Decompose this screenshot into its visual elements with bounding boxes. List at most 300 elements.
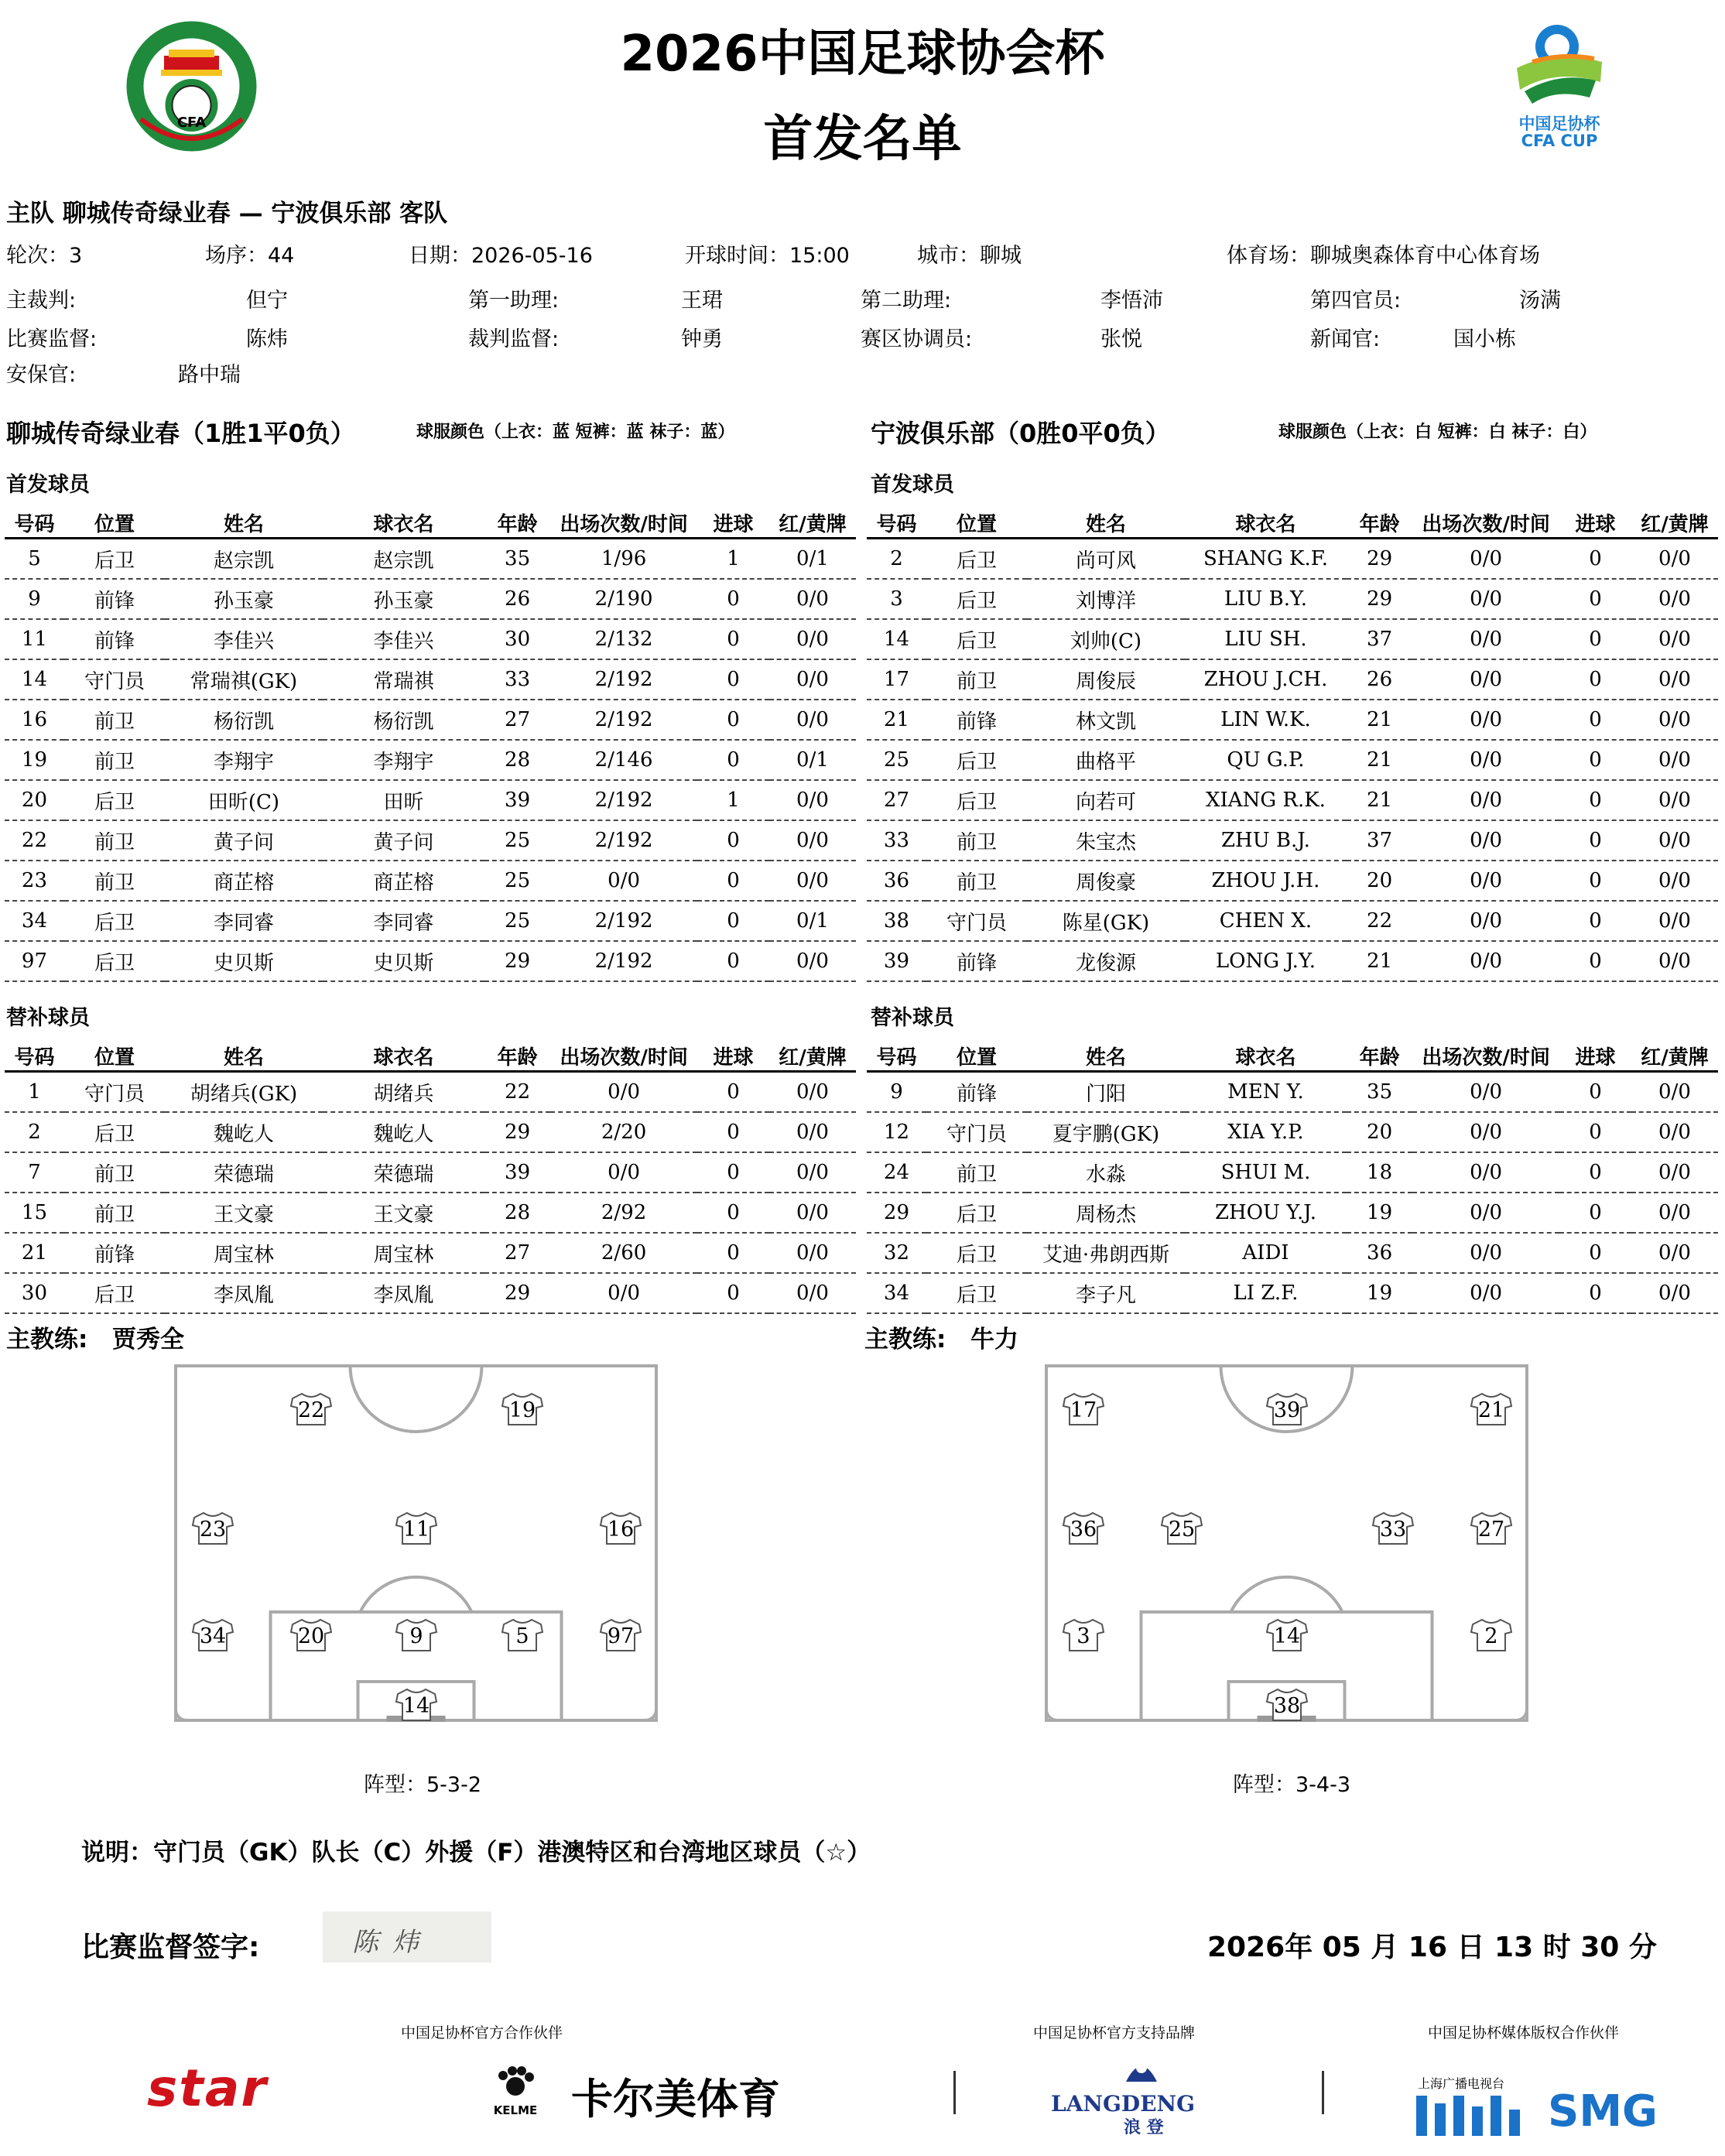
cell-age: 26 — [484, 579, 550, 619]
cell-name: 刘博洋 — [1027, 579, 1185, 619]
cell-position: 前锋 — [64, 579, 165, 619]
page-subtitle: 首发名单 — [763, 111, 962, 168]
partner-label-media: 中国足协杯媒体版权合作伙伴 — [1428, 2024, 1620, 2041]
jersey-number: 14 — [402, 1694, 430, 1718]
cell-number: 30 — [5, 1273, 64, 1313]
cell-cards: 0/0 — [1631, 780, 1718, 820]
home-coach-label: 主教练: — [6, 1326, 88, 1353]
legend-note: 说明：守门员（GK）队长（C）外援（F）港澳特区和台湾地区球员（☆） — [81, 1839, 871, 1867]
cell-number: 19 — [5, 740, 64, 780]
cell-number: 9 — [5, 579, 64, 619]
page-title: 2026中国足球协会杯 — [620, 26, 1105, 83]
cell-goals: 0 — [697, 1233, 769, 1273]
jersey-icon — [1373, 1513, 1413, 1544]
cell-cards: 0/0 — [769, 780, 856, 820]
cell-cards: 0/0 — [769, 1273, 856, 1313]
jersey-icon — [1471, 1620, 1511, 1651]
jersey-icon — [1063, 1620, 1104, 1651]
cell-cards: 0/0 — [1631, 1072, 1718, 1113]
langdeng-logo: LANGDENG — [1051, 2091, 1196, 2117]
cell-shirt-name: ZHOU J.CH. — [1185, 659, 1347, 700]
partner-label-official: 中国足协杯官方合作伙伴 — [401, 2024, 563, 2041]
away-starter-row — [867, 941, 1718, 981]
cell-name: 商芷榕 — [165, 861, 323, 901]
stadium: 体育场：聊城奥森体育中心体育场 — [1227, 244, 1540, 268]
cell-age: 27 — [484, 1233, 550, 1273]
cell-number: 32 — [867, 1233, 926, 1273]
home-starter-row — [5, 861, 856, 901]
cell-number: 16 — [5, 700, 64, 740]
cell-name: 魏屹人 — [165, 1112, 323, 1152]
col-header-name: 姓名 — [165, 508, 323, 539]
jersey-icon — [502, 1394, 542, 1425]
jersey-icon — [396, 1689, 436, 1720]
cell-cards: 0/0 — [769, 941, 856, 981]
cell-goals: 0 — [1559, 901, 1631, 941]
smg-logo — [1416, 2086, 1695, 2137]
cell-cards: 0/0 — [1631, 820, 1718, 861]
jersey-number: 9 — [409, 1624, 423, 1648]
jersey-number: 20 — [297, 1624, 325, 1648]
jersey-icon — [193, 1620, 233, 1651]
cell-cards: 0/0 — [1631, 1152, 1718, 1193]
cell-name: 杨衍凯 — [165, 700, 323, 740]
kickoff-time: 开球时间：15:00 — [685, 244, 850, 268]
away-coach-label: 主教练: — [864, 1326, 946, 1353]
divider-2 — [1322, 2071, 1324, 2114]
cell-goals: 0 — [1559, 700, 1631, 740]
cell-appearances: 2/92 — [550, 1193, 697, 1233]
cell-age: 27 — [484, 700, 550, 740]
referee-assessor: 钟勇 — [681, 327, 723, 351]
col-header-shirt-name: 球衣名 — [323, 1042, 484, 1072]
security-officer: 路中瑞 — [178, 363, 241, 387]
col-header-shirt-name: 球衣名 — [1185, 1042, 1347, 1072]
cell-name: 李佳兴 — [165, 619, 323, 659]
ar1-label: 第一助理: — [468, 289, 560, 313]
home-subs-label: 替补球员 — [6, 1006, 90, 1030]
cell-cards: 0/0 — [769, 1233, 856, 1273]
press-officer: 国小栋 — [1453, 327, 1516, 351]
cell-number: 24 — [867, 1152, 926, 1193]
home-pitch-svg — [174, 1364, 658, 1722]
smg-wordmark: SMG — [1548, 2086, 1658, 2137]
home-formation-pitch — [174, 1364, 658, 1722]
cell-age: 21 — [1347, 740, 1412, 780]
cell-name: 曲格平 — [1027, 740, 1185, 780]
cell-number: 1 — [5, 1072, 64, 1113]
cell-goals: 0 — [697, 659, 769, 700]
cell-name: 胡绪兵(GK) — [165, 1072, 323, 1113]
cell-age: 39 — [484, 1152, 550, 1193]
cell-name: 林文凯 — [1027, 700, 1185, 740]
cell-age: 37 — [1347, 820, 1412, 861]
away-starter-row — [867, 579, 1718, 619]
home-starters-label: 首发球员 — [6, 473, 90, 497]
cell-cards: 0/0 — [1631, 1193, 1718, 1233]
cell-position: 后卫 — [926, 1233, 1027, 1273]
away-sub-row — [867, 1273, 1718, 1313]
cell-appearances: 1/96 — [550, 539, 697, 580]
cell-cards: 0/0 — [769, 1152, 856, 1193]
cell-shirt-name: 李凤胤 — [323, 1273, 484, 1313]
cell-goals: 0 — [697, 619, 769, 659]
cell-number: 34 — [867, 1273, 926, 1313]
cell-appearances: 0/0 — [1412, 941, 1559, 981]
jersey-icon — [1267, 1394, 1307, 1425]
cell-age: 29 — [1347, 579, 1412, 619]
cell-cards: 0/0 — [769, 1072, 856, 1113]
jersey-number: 33 — [1379, 1518, 1407, 1542]
jersey-icon — [1162, 1513, 1202, 1544]
cell-name: 周俊辰 — [1027, 659, 1185, 700]
cell-position: 前卫 — [64, 820, 165, 861]
cell-shirt-name: XIANG R.K. — [1185, 780, 1347, 820]
home-starter-row — [5, 901, 856, 941]
match-date: 日期：2026-05-16 — [409, 244, 593, 268]
cell-cards: 0/0 — [1631, 1233, 1718, 1273]
jersey-icon — [502, 1620, 542, 1651]
cell-number: 34 — [5, 901, 64, 941]
jersey-number: 22 — [297, 1398, 325, 1422]
cell-number: 22 — [5, 820, 64, 861]
jersey-number: 21 — [1477, 1398, 1505, 1422]
cell-name: 水淼 — [1027, 1152, 1185, 1193]
away-kit-colors: 球服颜色（上衣：白 短裤：白 袜子：白） — [1278, 423, 1597, 442]
jersey-number: 97 — [607, 1624, 635, 1648]
cell-cards: 0/0 — [1631, 1273, 1718, 1313]
col-header-shirt-name: 球衣名 — [323, 508, 484, 539]
cell-position: 后卫 — [64, 539, 165, 580]
cell-number: 29 — [867, 1193, 926, 1233]
match-number: 场序：44 — [205, 244, 295, 268]
cell-appearances: 0/0 — [1412, 619, 1559, 659]
cell-cards: 0/0 — [769, 820, 856, 861]
col-header-age: 年龄 — [1347, 1042, 1412, 1072]
cell-shirt-name: LIN W.K. — [1185, 700, 1347, 740]
cell-age: 22 — [484, 1072, 550, 1113]
jersey-icon — [1267, 1689, 1307, 1720]
divider-1 — [953, 2071, 956, 2114]
away-team-name: 宁波俱乐部（0胜0平0负） — [871, 419, 1170, 448]
home-starter-row — [5, 579, 856, 619]
away-starter-row — [867, 820, 1718, 861]
cell-appearances: 0/0 — [1412, 659, 1559, 700]
jersey-number: 23 — [199, 1518, 227, 1542]
home-coach: 贾秀全 — [112, 1326, 184, 1353]
cell-age: 26 — [1347, 659, 1412, 700]
away-subs-label: 替补球员 — [871, 1006, 954, 1030]
cell-goals: 0 — [697, 941, 769, 981]
cell-name: 朱宝杰 — [1027, 820, 1185, 861]
cell-cards: 0/0 — [769, 1193, 856, 1233]
cell-number: 97 — [5, 941, 64, 981]
cell-cards: 0/0 — [769, 579, 856, 619]
cell-shirt-name: CHEN X. — [1185, 901, 1347, 941]
cell-number: 17 — [867, 659, 926, 700]
jersey-number: 19 — [508, 1398, 536, 1422]
cell-shirt-name: 李同睿 — [323, 901, 484, 941]
cell-number: 2 — [867, 539, 926, 580]
cell-name: 尚可风 — [1027, 539, 1185, 580]
cell-cards: 0/0 — [1631, 700, 1718, 740]
cell-position: 后卫 — [926, 619, 1027, 659]
jersey-icon — [1471, 1394, 1511, 1425]
cell-goals: 0 — [1559, 941, 1631, 981]
jersey-number: 3 — [1076, 1624, 1090, 1648]
cell-goals: 0 — [1559, 1193, 1631, 1233]
home-sub-row — [5, 1273, 856, 1313]
cell-number: 33 — [867, 820, 926, 861]
col-header-goals: 进球 — [697, 508, 769, 539]
col-header-name: 姓名 — [1027, 1042, 1185, 1072]
cell-shirt-name: ZHU B.J. — [1185, 820, 1347, 861]
cell-appearances: 2/192 — [550, 780, 697, 820]
home-sub-row — [5, 1152, 856, 1193]
cell-name: 王文豪 — [165, 1193, 323, 1233]
cell-position: 后卫 — [926, 1273, 1027, 1313]
cell-cards: 0/0 — [1631, 619, 1718, 659]
cell-position: 前锋 — [926, 941, 1027, 981]
cell-position: 守门员 — [64, 1072, 165, 1113]
cell-appearances: 2/192 — [550, 820, 697, 861]
cell-shirt-name: LI Z.F. — [1185, 1273, 1347, 1313]
cell-number: 14 — [5, 659, 64, 700]
cell-position: 后卫 — [926, 740, 1027, 780]
cell-position: 前卫 — [64, 861, 165, 901]
away-formation: 阵型：3-4-3 — [1233, 1773, 1351, 1797]
cell-appearances: 2/192 — [550, 700, 697, 740]
away-starter-row — [867, 659, 1718, 700]
col-header-cards: 红/黄牌 — [1631, 1042, 1718, 1072]
cell-number: 3 — [867, 579, 926, 619]
col-header-appearances: 出场次数/时间 — [550, 1042, 697, 1072]
cell-shirt-name: 黄子问 — [323, 820, 484, 861]
cell-cards: 0/0 — [769, 659, 856, 700]
jersey-icon — [1063, 1394, 1104, 1425]
cell-shirt-name: ZHOU Y.J. — [1185, 1193, 1347, 1233]
home-starter-row — [5, 941, 856, 981]
cell-name: 周杨杰 — [1027, 1193, 1185, 1233]
jersey-number: 25 — [1168, 1518, 1196, 1542]
cell-position: 守门员 — [926, 1112, 1027, 1152]
signature: 陈炜 — [352, 1927, 433, 1958]
cell-goals: 0 — [697, 700, 769, 740]
cell-goals: 0 — [1559, 1112, 1631, 1152]
col-header-name: 姓名 — [1027, 508, 1185, 539]
cell-goals: 0 — [1559, 1273, 1631, 1313]
cell-goals: 1 — [697, 539, 769, 580]
cell-age: 21 — [1347, 941, 1412, 981]
cell-name: 田昕(C) — [165, 780, 323, 820]
col-header-cards: 红/黄牌 — [769, 1042, 856, 1072]
cell-number: 20 — [5, 780, 64, 820]
jersey-number: 5 — [515, 1624, 529, 1648]
cell-name: 周俊豪 — [1027, 861, 1185, 901]
col-header-age: 年龄 — [484, 508, 550, 539]
cell-goals: 0 — [697, 1273, 769, 1313]
cell-shirt-name: 胡绪兵 — [323, 1072, 484, 1113]
cell-name: 李同睿 — [165, 901, 323, 941]
col-header-appearances: 出场次数/时间 — [1412, 508, 1559, 539]
cell-goals: 0 — [1559, 579, 1631, 619]
away-starter-row — [867, 740, 1718, 780]
cell-cards: 0/0 — [769, 700, 856, 740]
cell-number: 12 — [867, 1112, 926, 1152]
jersey-number: 27 — [1477, 1518, 1505, 1542]
jersey-icon — [1471, 1513, 1511, 1544]
cell-appearances: 0/0 — [550, 1273, 697, 1313]
cell-name: 门阳 — [1027, 1072, 1185, 1113]
cfa-badge-text: CFA — [176, 115, 207, 131]
cell-appearances: 2/190 — [550, 579, 697, 619]
cell-age: 20 — [1347, 1112, 1412, 1152]
cell-goals: 0 — [1559, 619, 1631, 659]
away-starter-row — [867, 539, 1718, 580]
cell-age: 25 — [484, 861, 550, 901]
cell-position: 前锋 — [926, 1072, 1027, 1113]
cell-name: 荣德瑞 — [165, 1152, 323, 1193]
home-starter-row — [5, 539, 856, 580]
cell-cards: 0/0 — [1631, 1112, 1718, 1152]
cell-age: 35 — [484, 539, 550, 580]
cell-cards: 0/0 — [1631, 941, 1718, 981]
cell-shirt-name: 王文豪 — [323, 1193, 484, 1233]
cell-age: 30 — [484, 619, 550, 659]
cell-appearances: 0/0 — [1412, 1193, 1559, 1233]
cell-shirt-name: 商芷榕 — [323, 861, 484, 901]
cell-goals: 0 — [1559, 1233, 1631, 1273]
kelme-logo — [492, 2065, 539, 2116]
jersey-icon — [291, 1620, 331, 1651]
cell-cards: 0/1 — [769, 901, 856, 941]
cell-shirt-name: 周宝林 — [323, 1233, 484, 1273]
cell-appearances: 0/0 — [1412, 700, 1559, 740]
cell-name: 孙玉豪 — [165, 579, 323, 619]
cell-goals: 0 — [697, 1193, 769, 1233]
ar2-label: 第二助理: — [861, 289, 952, 313]
cell-appearances: 0/0 — [1412, 1112, 1559, 1152]
cfa-cup-name-en: CFA CUP — [1521, 132, 1598, 150]
cell-shirt-name: 赵宗凯 — [323, 539, 484, 580]
jersey-icon — [396, 1620, 436, 1651]
cell-goals: 0 — [697, 579, 769, 619]
jersey-icon — [396, 1513, 436, 1544]
home-sub-row — [5, 1112, 856, 1152]
cell-number: 36 — [867, 861, 926, 901]
security-officer-label: 安保官: — [6, 363, 77, 387]
cell-position: 后卫 — [926, 780, 1027, 820]
away-starter-row — [867, 619, 1718, 659]
press-officer-label: 新闻官: — [1310, 327, 1381, 351]
cell-cards: 0/0 — [769, 1112, 856, 1152]
cell-position: 后卫 — [64, 1112, 165, 1152]
jersey-number: 36 — [1070, 1518, 1097, 1542]
col-header-shirt-name: 球衣名 — [1185, 508, 1347, 539]
home-starters-table — [5, 508, 856, 982]
cell-age: 35 — [1347, 1072, 1412, 1113]
cell-position: 前卫 — [926, 659, 1027, 700]
cell-goals: 0 — [1559, 861, 1631, 901]
jersey-icon — [193, 1513, 233, 1544]
cell-shirt-name: 李佳兴 — [323, 619, 484, 659]
cell-cards: 0/0 — [1631, 539, 1718, 580]
cell-appearances: 0/0 — [550, 1072, 697, 1113]
cell-name: 李翔宇 — [165, 740, 323, 780]
jersey-icon — [601, 1620, 641, 1651]
col-header-number: 号码 — [867, 508, 926, 539]
cell-position: 后卫 — [926, 579, 1027, 619]
col-header-number: 号码 — [5, 1042, 64, 1072]
cell-appearances: 2/132 — [550, 619, 697, 659]
cell-position: 后卫 — [926, 1193, 1027, 1233]
cell-age: 20 — [1347, 861, 1412, 901]
jersey-number: 38 — [1273, 1694, 1301, 1718]
fourth-official-label: 第四官员: — [1310, 289, 1402, 313]
cell-appearances: 0/0 — [1412, 579, 1559, 619]
cell-number: 21 — [5, 1233, 64, 1273]
col-header-position: 位置 — [64, 508, 165, 539]
cell-age: 25 — [484, 820, 550, 861]
cell-position: 后卫 — [64, 901, 165, 941]
jersey-number: 16 — [607, 1518, 635, 1542]
cell-position: 后卫 — [64, 941, 165, 981]
cell-appearances: 0/0 — [1412, 780, 1559, 820]
cell-appearances: 0/0 — [1412, 1233, 1559, 1273]
cell-goals: 0 — [1559, 539, 1631, 580]
cell-goals: 0 — [697, 1072, 769, 1113]
cell-appearances: 0/0 — [1412, 1152, 1559, 1193]
cell-goals: 0 — [1559, 1152, 1631, 1193]
cell-cards: 0/1 — [769, 539, 856, 580]
jersey-icon — [291, 1394, 331, 1425]
cell-appearances: 0/0 — [1412, 539, 1559, 580]
away-coach: 牛力 — [970, 1326, 1018, 1353]
cell-number: 25 — [867, 740, 926, 780]
cell-appearances: 0/0 — [550, 861, 697, 901]
cell-name: 陈星(GK) — [1027, 901, 1185, 941]
cell-age: 22 — [1347, 901, 1412, 941]
city: 城市：聊城 — [917, 244, 1022, 268]
home-starter-row — [5, 780, 856, 820]
cell-number: 39 — [867, 941, 926, 981]
jersey-number: 2 — [1484, 1624, 1498, 1648]
cell-goals: 0 — [1559, 820, 1631, 861]
cell-position: 前锋 — [64, 619, 165, 659]
cell-number: 38 — [867, 901, 926, 941]
ar2: 李悟沛 — [1100, 289, 1163, 313]
cell-number: 2 — [5, 1112, 64, 1152]
jersey-icon — [1063, 1513, 1104, 1544]
cell-goals: 0 — [697, 820, 769, 861]
cell-age: 29 — [484, 1112, 550, 1152]
home-sub-row — [5, 1193, 856, 1233]
cell-age: 19 — [1347, 1273, 1412, 1313]
cell-number: 15 — [5, 1193, 64, 1233]
cell-appearances: 2/60 — [550, 1233, 697, 1273]
away-subs-table — [867, 1042, 1718, 1314]
signature-label: 比赛监督签字: — [81, 1932, 260, 1963]
cell-number: 14 — [867, 619, 926, 659]
cell-position: 后卫 — [926, 539, 1027, 580]
away-starters-table — [867, 508, 1718, 982]
cell-position: 前卫 — [64, 740, 165, 780]
col-header-cards: 红/黄牌 — [1631, 508, 1718, 539]
cell-position: 守门员 — [64, 659, 165, 700]
cell-number: 23 — [5, 861, 64, 901]
cell-shirt-name: LONG J.Y. — [1185, 941, 1347, 981]
round: 轮次：3 — [6, 244, 83, 268]
